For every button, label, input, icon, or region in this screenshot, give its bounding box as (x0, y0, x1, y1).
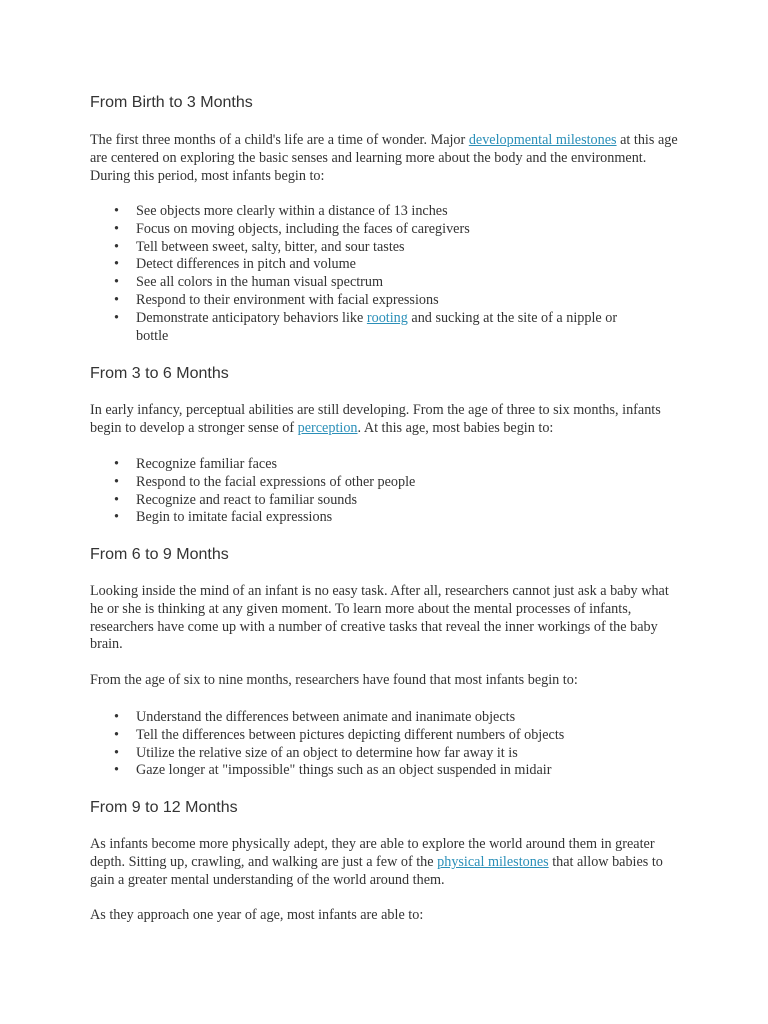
physical-milestones-link[interactable]: physical milestones (437, 853, 549, 870)
list-item: • Recognize familiar faces (90, 456, 680, 474)
intro-text-before: As infants become more physically adept, they are able to explore the world around them in greater depth. Sitting up, crawling, and walking are just a few of the (90, 836, 655, 870)
list-item: • Understand the differences between animate and inanimate objects (90, 709, 680, 727)
milestone-list (90, 709, 680, 780)
list-item: • Recognize and react to familiar sounds (90, 492, 680, 510)
rooting-link[interactable]: rooting (366, 309, 408, 326)
milestone-list (90, 203, 680, 345)
section-heading-3-to-6-months: From 3 to 6 Months (90, 365, 229, 382)
section-paragraph: As they approach one year of age, most infants are able to: (90, 907, 424, 923)
section-paragraph: From the age of six to nine months, researchers have found that most infants begin to: (90, 672, 578, 688)
list-item: • Respond to the facial expressions of other people (90, 474, 680, 492)
item-text-after: and sucking at the site of a nipple or bottle (136, 309, 618, 344)
section-heading-6-to-9-months: From 6 to 9 Months (90, 546, 229, 563)
list-item: • Tell the differences between pictures depicting different numbers of objects (90, 727, 680, 745)
milestone-list (90, 456, 680, 527)
intro-text-before: In early infancy, perceptual abilities are still developing. From the age of three to six months, infants begin to develop a stronger sense of (90, 402, 661, 436)
list-item: • Begin to imitate facial expressions (90, 509, 680, 527)
intro-text-before: The first three months of a child's life are a time of wonder. Major (90, 132, 469, 148)
intro-text-after: that allow babies to gain a greater mental understanding of the world around them. (90, 853, 663, 888)
intro-text-after: at this age are centered on exploring the basic senses and learning more about the body and the environment. During this period, most infants begin to: (90, 132, 678, 184)
list-item: • Respond to their environment with facial expressions (90, 292, 680, 310)
intro-text-after: . At this age, most babies begin to: (357, 419, 554, 436)
list-item: • Gaze longer at "impossible" things such as an object suspended in midair (90, 762, 680, 780)
section-heading-9-to-12-months: From 9 to 12 Months (90, 799, 238, 816)
item-text-before: Demonstrate anticipatory behaviors like (136, 309, 367, 326)
list-item: • See objects more clearly within a distance of 13 inches (90, 203, 680, 221)
list-item: • Focus on moving objects, including the faces of caregivers (90, 221, 680, 239)
list-item (90, 310, 680, 346)
list-item: • Detect differences in pitch and volume (90, 256, 680, 274)
developmental-milestones-link[interactable]: developmental milestones (468, 132, 617, 148)
section-intro-paragraph (90, 402, 680, 438)
section-intro-paragraph (90, 132, 680, 185)
perception-link[interactable]: perception (297, 419, 358, 436)
section-intro-paragraph (90, 836, 680, 889)
section-paragraph: Looking inside the mind of an infant is no easy task. After all, researchers cannot just ask a baby what he or she is thinking at any given moment. To learn more about the mental processes of infants, researchers have come up with a number of creative tasks that reveal the inner workings of the baby brain. (90, 583, 669, 653)
list-item: • Tell between sweet, salty, bitter, and sour tastes (90, 239, 680, 257)
list-item: • See all colors in the human visual spectrum (90, 274, 680, 292)
section-heading-birth-to-3-months: From Birth to 3 Months (90, 94, 253, 111)
list-item: • Utilize the relative size of an object to determine how far away it is (90, 745, 680, 763)
